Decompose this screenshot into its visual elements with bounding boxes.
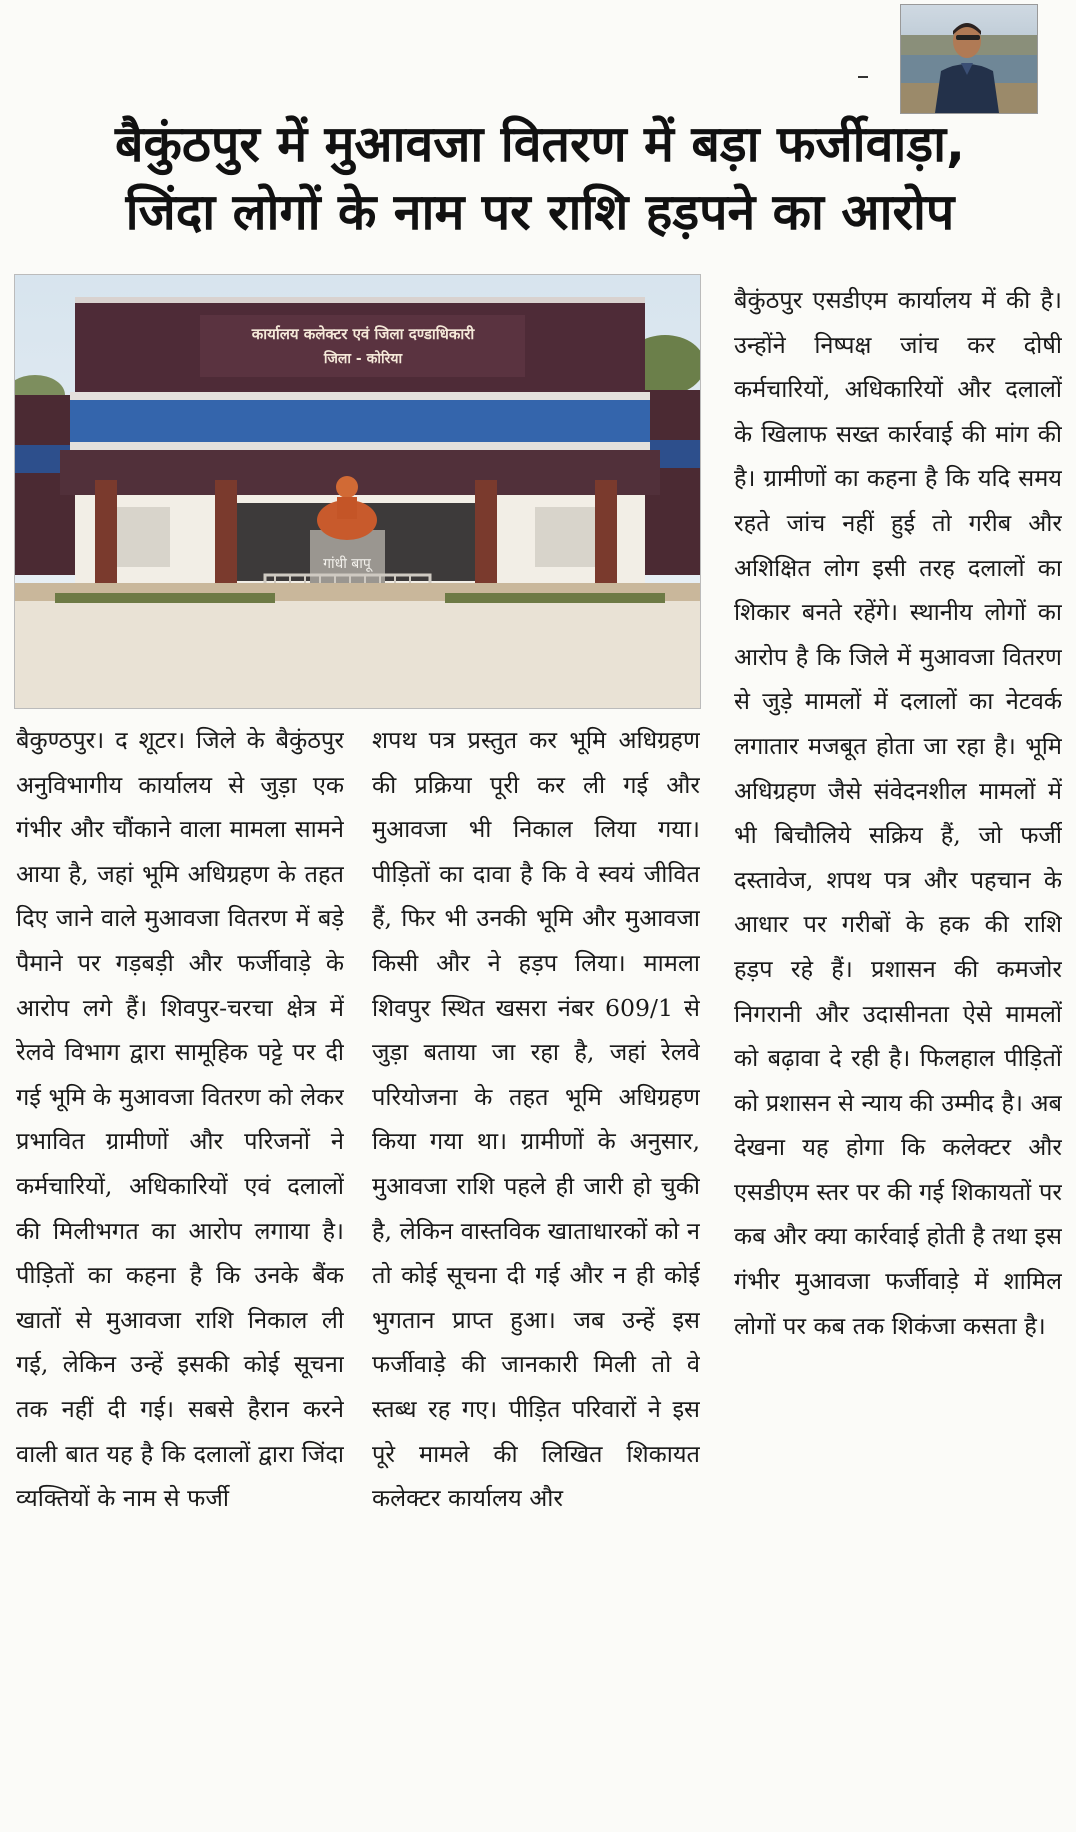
article-column-1: बैकुण्ठपुर। द शूटर। जिले के बैकुंठपुर अनुविभागीय कार्यालय से जुड़ा एक गंभीर और चौंकाने वाला मामला सामने आया है, जहां भूमि अधिग्रहण के तहत दिए जाने वाले मुआवजा वितरण में बड़े पैमाने पर गड़बड़ी और फर्जीवाड़े के आरोप लगे हैं। शिवपुर-चरचा क्षेत्र में रेलवे विभाग द्वारा सामूहिक पट्टे पर दी गई भूमि के मुआवजा वितरण को लेकर प्रभावित ग्रामीणों और परिजनों ने कर्मचारियों, अधिकारियों एवं दलालों की मिलीभगत का आरोप लगाया है। पीड़ितों का कहना है कि उनके बैंक खातों से मुआवजा राशि निकाल ली गई, लेकिन उन्हें इसकी कोई सूचना तक नहीं दी गई। सबसे हैरान करने वाली बात यह है कि दलालों द्वारा जिंदा व्यक्तियों के नाम से फर्जी xyxy=(16,726,344,1513)
reporter-photo xyxy=(900,4,1038,114)
statue-pedestal-text: गांधी बापू xyxy=(323,556,371,572)
article-column-3: बैकुंठपुर एसडीएम कार्यालय में की है। उन्होंने निष्पक्ष जांच कर दोषी कर्मचारियों, अधिकारियों और दलालों के खिलाफ सख्त कार्रवाई की मांग की है। ग्रामीणों का कहना है कि यदि समय रहते जांच नहीं हुई तो गरीब और अशिक्षित लोग इसी तरह दलालों का शिकार बनते रहेंगे। स्थानीय लोगों का आरोप है कि जिले में मुआवजा वितरण से जुड़े मामलों में दलालों का नेटवर्क लगातार मजबूत होता जा रहा है। भूमि अधिग्रहण जैसे संवेदनशील मामलों में भी बिचौलिये सक्रिय हैं, जो फर्जी दस्तावेज, शपथ पत्र और पहचान के आधार पर गरीबों के हक की राशि हड़प रहे हैं। प्रशासन की कमजोर निगरानी और उदासीनता ऐसे मामलों को बढ़ावा दे रही है। फिलहाल पीड़ितों को प्रशासन से न्याय की उम्मीद है। अब देखना यह होगा कि कलेक्टर और एसडीएम स्तर पर की गई शिकायतों पर कब और क्या कार्रवाई होती है तथा इस गंभीर मुआवजा फर्जीवाड़े में शामिल लोगों पर कब तक शिकंजा कसता है। xyxy=(734,286,1062,1340)
headline xyxy=(20,110,1060,246)
collectorate-building-photo xyxy=(14,274,701,709)
headline-line-1: बैकुंठपुर में मुआवजा वितरण में बड़ा फर्जीवाड़ा, xyxy=(114,115,966,173)
separator-dash xyxy=(858,76,868,78)
building-sign-line-1: कार्यालय कलेक्टर एवं जिला दण्डाधिकारी xyxy=(251,325,475,343)
building-sign-line-2: जिला - कोरिया xyxy=(323,351,403,367)
article-column-2: शपथ पत्र प्रस्तुत कर भूमि अधिग्रहण की प्रक्रिया पूरी कर ली गई और मुआवजा भी निकाल लिया गया। पीड़ितों का दावा है कि वे स्वयं जीवित हैं, फिर भी उनकी भूमि और मुआवजा किसी और ने हड़प लिया। मामला शिवपुर स्थित खसरा नंबर 609/1 से जुड़ा बताया जा रहा है, जहां रेलवे परियोजना के तहत भूमि अधिग्रहण किया गया था। ग्रामीणों के अनुसार, मुआवजा राशि पहले ही जारी हो चुकी है, लेकिन वास्तविक खाताधारकों को न तो कोई सूचना दी गई और न ही कोई भुगतान प्राप्त हुआ। जब उन्हें इस फर्जीवाड़े की जानकारी मिली तो वे स्तब्ध रह गए। पीड़ित परिवारों ने इस पूरे मामले की लिखित शिकायत कलेक्टर कार्यालय और xyxy=(372,726,700,1513)
headline-line-2: जिंदा लोगों के नाम पर राशि हड़पने का आरोप xyxy=(125,183,955,241)
